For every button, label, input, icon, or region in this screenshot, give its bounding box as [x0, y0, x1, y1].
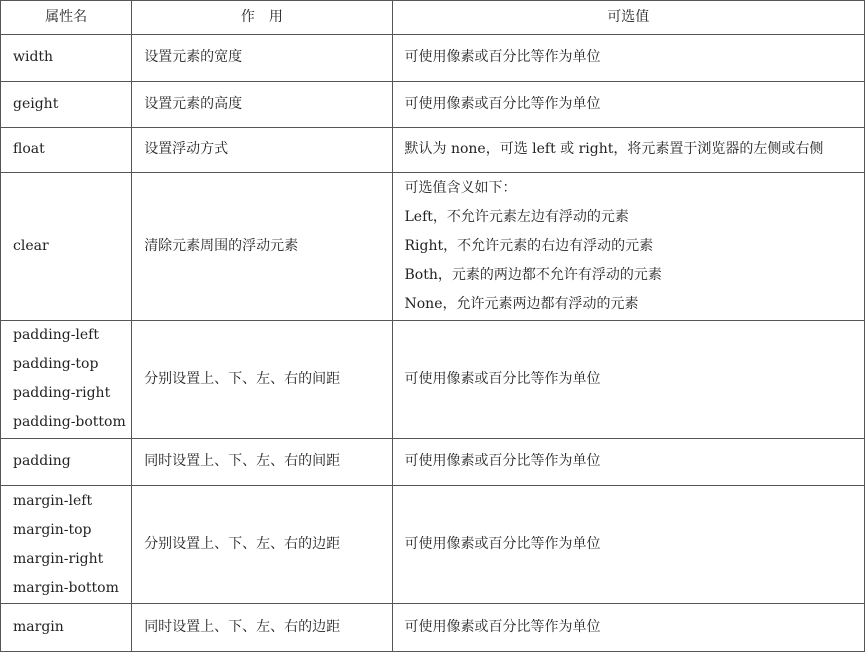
table-row [1, 604, 865, 652]
values-cell [392, 81, 865, 128]
value-line: 默认为 none，可选 left 或 right，将元素置于浏览器的左侧或右侧 [404, 141, 824, 158]
property-name: padding-bottom [13, 414, 126, 431]
table-header-row [1, 1, 865, 35]
effect-cell: 设置元素的高度 [132, 81, 392, 128]
values-cell [392, 128, 865, 173]
property-name-cell [1, 172, 132, 320]
table-row [1, 172, 865, 320]
value-line: 可使用像素或百分比等作为单位 [404, 370, 601, 387]
value-line: 可使用像素或百分比等作为单位 [404, 536, 601, 553]
property-name-cell [1, 35, 132, 82]
value-line: 可使用像素或百分比等作为单位 [404, 453, 601, 470]
property-name: padding-right [13, 385, 111, 402]
effect-cell: 分别设置上、下、左、右的边距 [132, 485, 392, 604]
values-cell [392, 35, 865, 82]
property-name-cell [1, 439, 132, 486]
property-name: geight [13, 95, 59, 112]
property-name-cell [1, 320, 132, 439]
value-line: 可使用像素或百分比等作为单位 [404, 95, 601, 112]
table-row [1, 35, 865, 82]
property-name-cell [1, 604, 132, 652]
property-name: margin-right [13, 550, 104, 567]
property-name: margin-left [13, 492, 93, 509]
property-name: clear [13, 237, 49, 254]
effect-cell: 清除元素周围的浮动元素 [132, 172, 392, 320]
property-name: padding [13, 453, 71, 470]
property-name-cell [1, 485, 132, 604]
value-line: None，允许元素两边都有浮动的元素 [404, 295, 639, 312]
effect-cell: 设置元素的宽度 [132, 35, 392, 82]
values-cell [392, 485, 865, 604]
effect-cell: 同时设置上、下、左、右的边距 [132, 604, 392, 652]
table-row [1, 320, 865, 439]
table-row [1, 81, 865, 128]
effect-cell: 分别设置上、下、左、右的间距 [132, 320, 392, 439]
values-cell [392, 172, 865, 320]
table-row [1, 485, 865, 604]
property-name: margin [13, 619, 64, 636]
property-name-cell [1, 128, 132, 173]
value-line: 可使用像素或百分比等作为单位 [404, 619, 601, 636]
header-property-name: 属性名 [1, 1, 132, 35]
table-row [1, 128, 865, 173]
table-row [1, 439, 865, 486]
property-name: width [13, 49, 54, 66]
effect-cell: 设置浮动方式 [132, 128, 392, 173]
values-cell [392, 604, 865, 652]
effect-cell: 同时设置上、下、左、右的间距 [132, 439, 392, 486]
value-line: 可使用像素或百分比等作为单位 [404, 49, 601, 66]
value-line: Both，元素的两边都不允许有浮动的元素 [404, 266, 662, 283]
property-name: padding-top [13, 356, 99, 373]
property-name: float [13, 141, 45, 158]
property-name: margin-bottom [13, 579, 119, 596]
values-cell [392, 320, 865, 439]
header-values: 可选值 [392, 1, 865, 35]
property-name-cell [1, 81, 132, 128]
header-effect: 作 用 [132, 1, 392, 35]
value-line: Left，不允许元素左边有浮动的元素 [404, 208, 629, 225]
values-cell [392, 439, 865, 486]
value-line: Right，不允许元素的右边有浮动的元素 [404, 237, 654, 254]
property-name: margin-top [13, 521, 92, 538]
property-name: padding-left [13, 327, 99, 344]
value-line: 可选值含义如下： [404, 179, 517, 196]
